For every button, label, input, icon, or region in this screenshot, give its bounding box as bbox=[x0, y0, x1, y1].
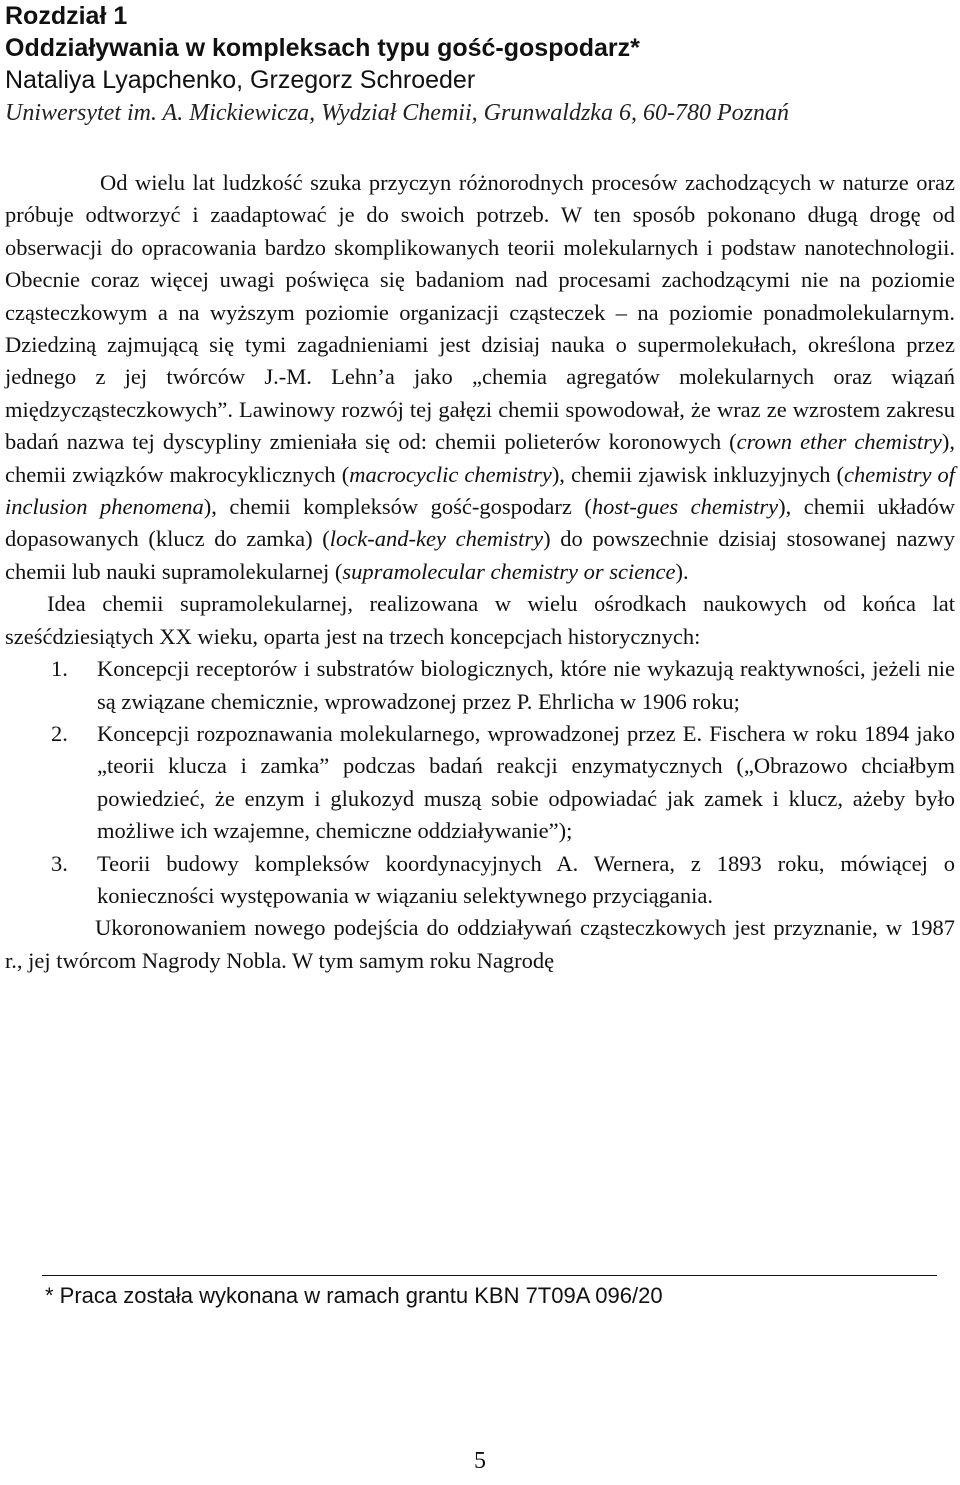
list-item bbox=[5, 848, 955, 913]
paragraph-nobel: Ukoronowaniem nowego podejścia do oddziaływań cząsteczkowych jest przyznanie, w 1987 r., jej twórcom Nagrody Nobla. W tym samym roku Nagrodę bbox=[5, 915, 955, 973]
footnote: * Praca została wykonana w ramach grantu KBN 7T09A 096/20 bbox=[45, 1283, 663, 1308]
list-item-text: Koncepcji rozpoznawania molekularnego, wprowadzonej przez E. Fischera w roku 1894 jako „teorii klucza i zamka” podczas badań reakcji enzymatycznych („Obrazowo chciałbym powiedzieć, że enzym i glukozyd muszą sobie odpowiadać jak zamek i klucz, ażeby było możliwe ich wzajemne, chemiczne oddziaływanie”); bbox=[97, 720, 955, 844]
sentence: Dziedziną zajmującą się tymi zagadnieniami jest dzisiaj nauka o supermolekułach, określona przez jednego z jej twórców J.-M. Lehn’a jako „chemia agregatów molekularnych oraz wiązań międzycząsteczkowych”. bbox=[5, 332, 955, 422]
text-run: ), chemii kompleksów gość-gospodarz ( bbox=[203, 494, 592, 520]
sentence: Obecnie coraz więcej uwagi poświęca się badaniom nad procesami zachodzącymi nie na poziomie cząsteczkowym a na wyższym poziomie organizacji cząsteczek – na poziomie ponadmolekularnym. bbox=[5, 267, 955, 325]
page-number: 5 bbox=[474, 1448, 486, 1474]
list-item-text: Teorii budowy kompleksów koordynacyjnych A. Wernera, z 1893 roku, mówiącej o konieczności występowania w wiązaniu selektywnego przyciągania. bbox=[97, 850, 955, 908]
english-term: crown ether chemistry bbox=[736, 429, 942, 455]
document-page bbox=[5, 0, 955, 1485]
list-item bbox=[5, 718, 955, 848]
article-title: Oddziaływania w kompleksach typu gość-gospodarz* bbox=[5, 34, 640, 62]
list-number: 2. bbox=[51, 720, 68, 746]
affiliation: Uniwersytet im. A. Mickiewicza, Wydział Chemii, Grunwaldzka 6, 60-780 Poznań bbox=[5, 100, 789, 126]
english-term: macrocyclic chemistry bbox=[349, 461, 552, 487]
footnote-divider bbox=[42, 1275, 937, 1276]
english-term: chemistry of inclusion phenomena bbox=[5, 461, 955, 520]
authors: Nataliya Lyapchenko, Grzegorz Schroeder bbox=[5, 66, 476, 94]
sentence: Lawinowy rozwój tej gałęzi chemii spowodował, że wraz ze wzrostem zakresu badań nazwa tej dyscypliny zmieniała się od: chemii polieterów koronowych ( bbox=[5, 396, 955, 455]
list-item-text: Koncepcji receptorów i substratów biologicznych, które nie wykazują reaktywności, jeżeli nie są związane chemicznie, wprowadzonej przez P. Ehrlicha w 1906 roku; bbox=[97, 656, 955, 714]
english-term: supramolecular chemistry or science bbox=[342, 558, 676, 584]
sentence: Od wielu lat ludzkość szuka przyczyn różnorodnych procesów zachodzących w naturze oraz próbuje odtworzyć i zaadaptować je do swoich potrzeb. bbox=[5, 170, 955, 228]
text-run: ). bbox=[675, 558, 689, 584]
historical-concepts-list bbox=[5, 653, 955, 912]
list-item bbox=[5, 653, 955, 718]
sentence: W ten sposób pokonano długą drogę od obserwacji do opracowania bardzo skomplikowanych teorii molekularnych i podstaw nanotechnologii. bbox=[5, 202, 955, 260]
list-number: 3. bbox=[51, 850, 68, 876]
chapter-label: Rozdział 1 bbox=[5, 2, 128, 30]
text-run: ) do powszechnie dzisiaj stosowanej nazwy chemii lub nauki supramolekularnej ( bbox=[5, 526, 955, 584]
english-term: host-gues chemistry bbox=[591, 494, 779, 520]
text-run: ), chemii zjawisk inkluzyjnych ( bbox=[551, 461, 844, 487]
list-number: 1. bbox=[51, 656, 68, 682]
paragraph-idea: Idea chemii supramolekularnej, realizowana w wielu ośrodkach naukowych od końca lat sześćdziesiątych XX wieku, oparta jest na trzech koncepcjach historycznych: bbox=[5, 591, 955, 649]
text-run: ), chemii związków makrocyklicznych ( bbox=[5, 429, 956, 487]
paragraph-intro bbox=[5, 167, 955, 588]
article-body bbox=[5, 167, 955, 977]
english-term: lock-and-key chemistry bbox=[329, 526, 544, 552]
text-run: ), chemii układów dopasowanych (klucz do zamka) ( bbox=[5, 494, 955, 552]
